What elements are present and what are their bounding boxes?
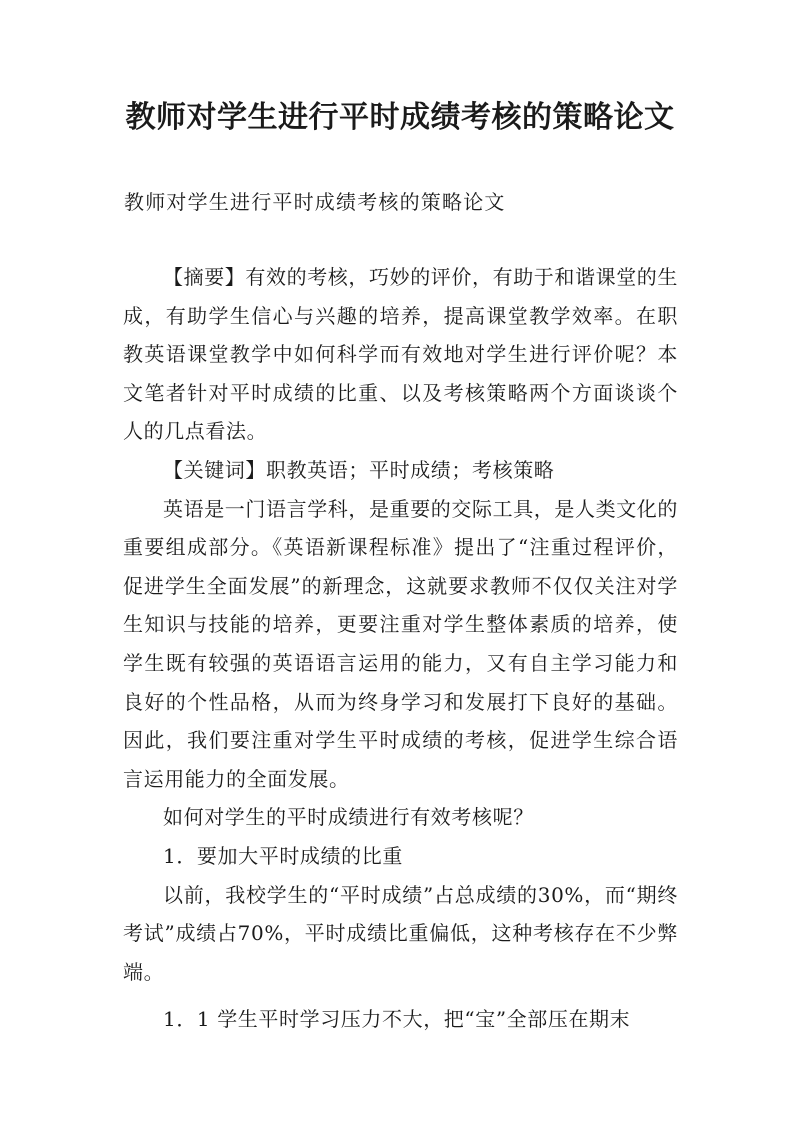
subsection-paragraph: 1．1 学生平时学习压力不大，把“宝”全部压在期末 [163,1007,631,1032]
document-subtitle: 教师对学生进行平时成绩考核的策略论文 [124,190,506,214]
keywords-paragraph: 【关键词】职教英语；平时成绩；考核策略 [163,457,555,482]
body-paragraph: 以前，我校学生的“平时成绩”占总成绩的30%，而“期终考试”成绩占70%，平时成绩比重偏低，这种考核存在不少弊端。 [123,882,678,984]
document-body [123,258,678,1039]
document-title: 教师对学生进行平时成绩考核的策略论文 [125,100,675,135]
section-heading: 1．要加大平时成绩的比重 [163,843,403,868]
abstract-paragraph: 【摘要】有效的考核，巧妙的评价，有助于和谐课堂的生成，有助学生信心与兴趣的培养，提高课堂教学效率。在职教英语课堂教学中如何科学而有效地对学生进行评价呢？本文笔者针对平时成绩的比重、以及考核策略两个方面谈谈个人的几点看法。 [123,265,678,444]
body-paragraph: 英语是一门语言学科，是重要的交际工具，是人类文化的重要组成部分。《英语新课程标准》提出了“注重过程评价，促进学生全面发展”的新理念，这就要求教师不仅仅关注对学生知识与技能的培养，更要注重对学生整体素质的培养，使学生既有较强的英语语言运用的能力，又有自主学习能力和良好的个性品格，从而为终身学习和发展打下良好的基础。因此，我们要注重对学生平时成绩的考核，促进学生综合语言运用能力的全面发展。 [123,496,678,791]
body-paragraph: 如何对学生的平时成绩进行有效考核呢？ [163,805,534,830]
